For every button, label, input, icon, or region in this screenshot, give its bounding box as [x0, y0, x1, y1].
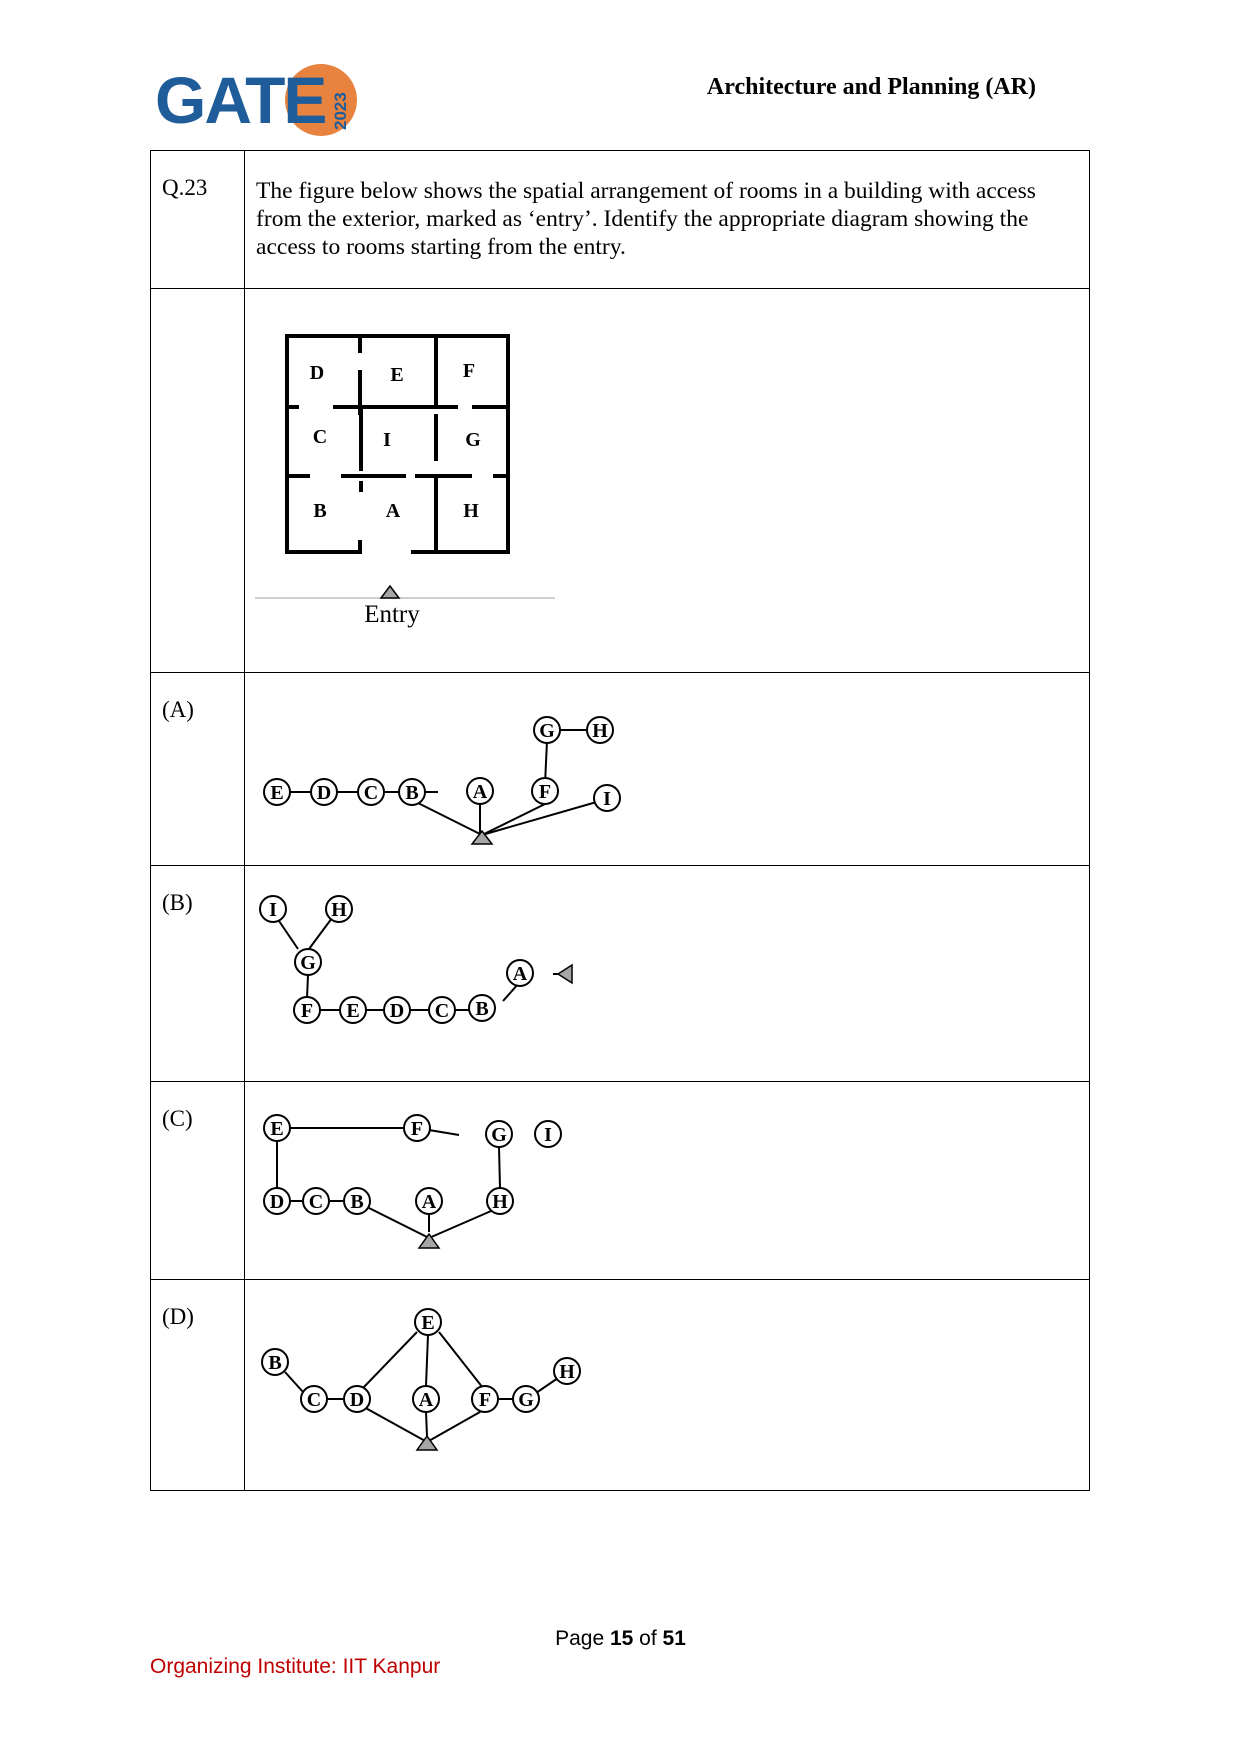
svg-text:F: F — [478, 1389, 492, 1411]
node-a — [507, 960, 533, 986]
node-i — [260, 896, 286, 922]
node-e — [264, 1115, 290, 1141]
node-d — [264, 1188, 290, 1214]
node-h — [587, 717, 613, 743]
empty-label-cell — [151, 289, 245, 673]
svg-text:H: H — [559, 1361, 575, 1383]
node-f — [472, 1386, 498, 1412]
svg-text:I: I — [269, 899, 277, 921]
entry-triangle-icon — [419, 1234, 439, 1248]
svg-text:D: D — [349, 1389, 365, 1411]
node-b — [469, 995, 495, 1021]
node-h — [554, 1358, 580, 1384]
svg-text:F: F — [410, 1118, 424, 1140]
option-c-row — [151, 1082, 1090, 1280]
svg-text:A: A — [472, 781, 488, 803]
entry-label: Entry — [364, 601, 420, 628]
node-h — [487, 1188, 513, 1214]
svg-text:E: E — [270, 1118, 284, 1140]
node-i — [535, 1121, 561, 1147]
page-total: 51 — [662, 1627, 686, 1650]
room-label: D — [309, 362, 325, 384]
node-f — [294, 997, 320, 1023]
svg-text:E: E — [346, 1000, 360, 1022]
svg-text:G: G — [491, 1124, 507, 1146]
option-b-diagram — [245, 866, 1088, 1081]
question-text: The figure below shows the spatial arrangement of rooms in a building with access from the exterior, marked as ‘entry’. Identify the appropriate diagram showing the access to rooms starting from the entry. — [256, 178, 1036, 260]
svg-text:F: F — [300, 1000, 314, 1022]
option-a-diagram — [245, 673, 1088, 865]
node-c — [301, 1386, 327, 1412]
floor-plan-figure — [245, 289, 1088, 672]
room-label: I — [383, 429, 391, 451]
node-g — [513, 1386, 539, 1412]
logo-year: 2023 — [331, 92, 350, 130]
svg-text:G: G — [300, 952, 316, 974]
paper-title: Architecture and Planning (AR) — [706, 74, 1036, 100]
svg-text:D: D — [316, 782, 332, 804]
node-g — [486, 1121, 512, 1147]
logo-text: GATE — [155, 63, 326, 137]
node-b — [262, 1349, 288, 1375]
svg-text:E: E — [421, 1312, 435, 1334]
svg-text:G: G — [539, 720, 555, 742]
room-label: A — [385, 500, 401, 522]
svg-text:C: C — [308, 1191, 324, 1213]
node-d — [384, 997, 410, 1023]
svg-text:C: C — [363, 782, 379, 804]
svg-text:C: C — [434, 1000, 450, 1022]
svg-text:B: B — [475, 998, 489, 1020]
node-f — [404, 1115, 430, 1141]
option-label: (D) — [151, 1280, 245, 1491]
option-d-row — [151, 1280, 1090, 1491]
svg-text:C: C — [306, 1389, 322, 1411]
svg-text:H: H — [492, 1191, 508, 1213]
node-a — [416, 1188, 442, 1214]
svg-text:D: D — [389, 1000, 405, 1022]
page-of: of — [633, 1627, 663, 1650]
svg-text:B: B — [268, 1352, 282, 1374]
room-label: C — [312, 426, 328, 448]
question-row — [151, 151, 1090, 289]
option-label: (A) — [151, 673, 245, 866]
svg-text:A: A — [418, 1389, 434, 1411]
node-i — [594, 785, 620, 811]
node-c — [358, 779, 384, 805]
node-e — [415, 1309, 441, 1335]
room-label: G — [465, 429, 481, 451]
entry-triangle-icon — [381, 586, 399, 598]
node-h — [326, 896, 352, 922]
svg-text:A: A — [512, 963, 528, 985]
node-b — [399, 779, 425, 805]
node-a — [413, 1386, 439, 1412]
option-label: (C) — [151, 1082, 245, 1280]
page-current: 15 — [609, 1627, 634, 1650]
option-c-diagram — [245, 1082, 1088, 1279]
svg-text:H: H — [592, 720, 608, 742]
page-number — [0, 1627, 1241, 1651]
node-d — [311, 779, 337, 805]
option-d-diagram — [245, 1280, 1088, 1490]
svg-text:I: I — [603, 788, 611, 810]
node-a — [467, 778, 493, 804]
svg-text:I: I — [544, 1124, 552, 1146]
svg-text:D: D — [269, 1191, 285, 1213]
entry-triangle-icon — [558, 965, 572, 983]
node-d — [344, 1386, 370, 1412]
node-f — [532, 778, 558, 804]
node-g — [295, 949, 321, 975]
svg-text:G: G — [518, 1389, 534, 1411]
node-g — [534, 717, 560, 743]
node-e — [264, 779, 290, 805]
question-table — [150, 150, 1090, 1491]
svg-text:B: B — [405, 782, 419, 804]
svg-text:E: E — [270, 782, 284, 804]
node-c — [429, 997, 455, 1023]
organizing-institute: Organizing Institute: IIT Kanpur — [150, 1655, 441, 1678]
option-b-row — [151, 866, 1090, 1082]
room-label: B — [313, 500, 327, 522]
svg-text:A: A — [421, 1191, 437, 1213]
node-b — [344, 1188, 370, 1214]
question-number: Q.23 — [151, 151, 245, 289]
node-e — [340, 997, 366, 1023]
room-label: F — [462, 360, 476, 382]
svg-text:H: H — [331, 899, 347, 921]
svg-text:B: B — [350, 1191, 364, 1213]
room-label: E — [390, 364, 404, 386]
gate-logo — [155, 60, 365, 140]
svg-text:F: F — [538, 781, 552, 803]
option-label: (B) — [151, 866, 245, 1082]
node-c — [303, 1188, 329, 1214]
plan-figure-row — [151, 289, 1090, 673]
page-prefix: Page — [555, 1627, 610, 1650]
option-a-row — [151, 673, 1090, 866]
room-label: H — [463, 500, 479, 522]
